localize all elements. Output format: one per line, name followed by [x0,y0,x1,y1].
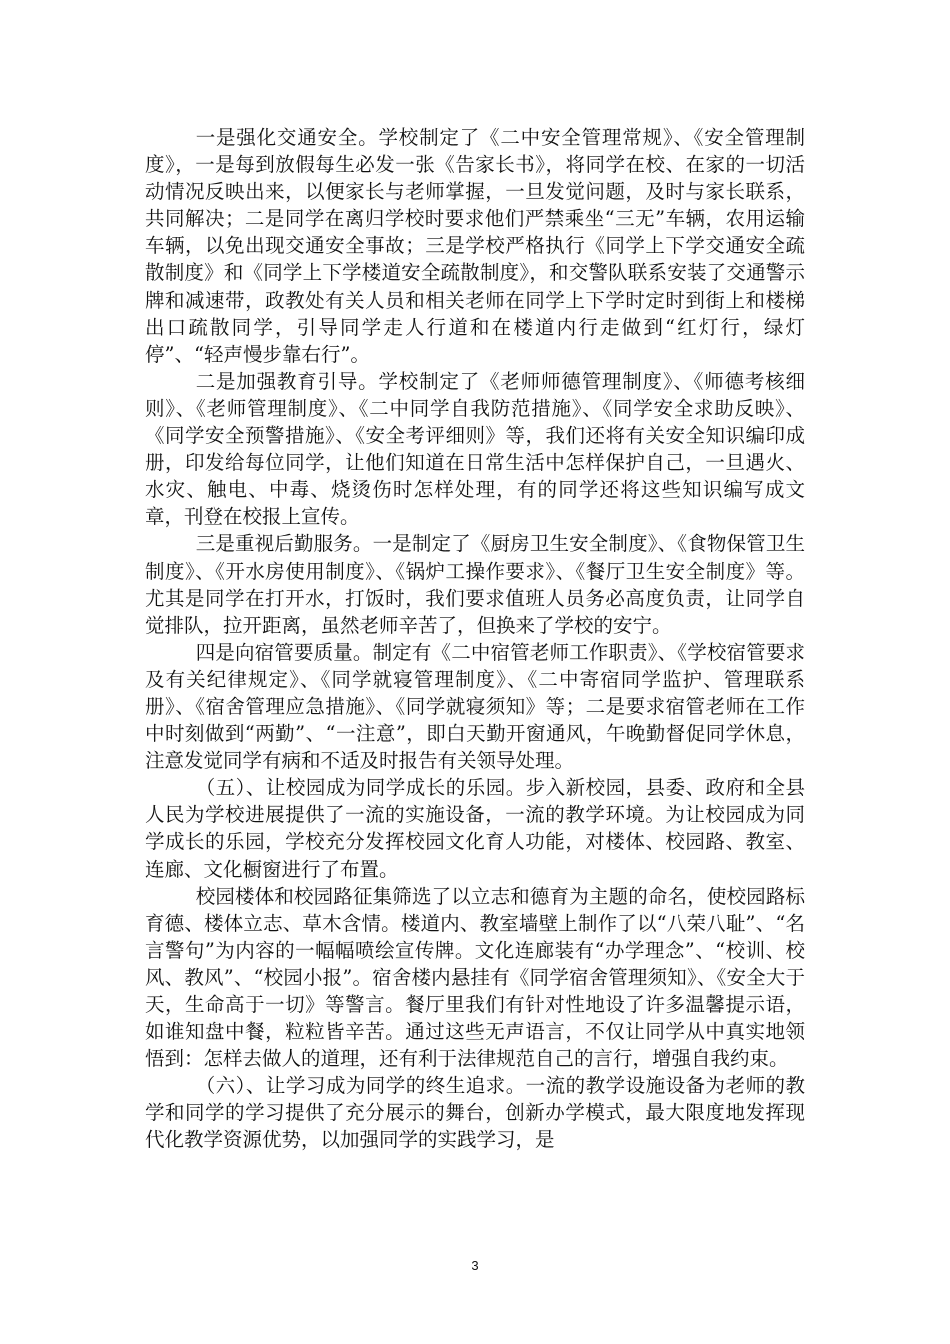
paragraph-campus-culture: 校园楼体和校园路征集筛选了以立志和德育为主题的命名，使校园路标育德、楼体立志、草木含情。楼道内、教室墙壁上制作了以“八荣八耻”、“名言警句”为内容的一幅幅喷绘宣传牌。文化连廊装有“办学理念”、“校训、校风、教风”、“校园小报”。宿舍楼内悬挂有《同学宿舍管理须知》、《安全大于天，生命高于一切》等警言。餐厅里我们有针对性地设了许多温馨提示语，如谁知盘中餐，粒粒皆辛苦。通过这些无声语言，不仅让同学从中真实地领悟到：怎样去做人的道理，还有利于法律规范自己的言行，增强自我约束。 [145,884,805,1071]
page-number: 3 [471,1258,479,1273]
paragraph-education-guidance: 二是加强教育引导。学校制定了《老师师德管理制度》、《师德考核细则》、《老师管理制度》、《二中同学自我防范措施》、《同学安全求助反映》、《同学安全预警措施》、《安全考评细则》等，我们还将有关安全知识编印成册，印发给每位同学，让他们知道在日常生活中怎样保护自己，一旦遇火、水灾、触电、中毒、烧烫伤时怎样处理，有的同学还将这些知识编写成文章，刊登在校报上宣传。 [145,369,805,529]
paragraph-dormitory-management: 四是向宿管要质量。制定有《二中宿管老师工作职责》、《学校宿管要求及有关纪律规定》、《同学就寝管理制度》、《二中寄宿同学监护、管理联系册》、《宿舍管理应急措施》、《同学就寝须知》等；二是要求宿管老师在工作中时刻做到“两勤”、“一注意”，即白天勤开窗通风，午晚勤督促同学休息，注意发觉同学有病和不适及时报告有关领导处理。 [145,640,805,773]
paragraph-lifelong-learning: （六）、让学习成为同学的终生追求。一流的教学设施设备为老师的教学和同学的学习提供了充分展示的舞台，创新办学模式，最大限度地发挥现代化教学资源优势，以加强同学的实践学习，是 [145,1074,805,1152]
paragraph-logistics-service: 三是重视后勤服务。一是制定了《厨房卫生安全制度》、《食物保管卫生制度》、《开水房使用制度》、《锅炉工操作要求》、《餐厅卫生安全制度》等。尤其是同学在打开水，打饭时，我们要求值班人员务必高度负责，让同学自觉排队，拉开距离，虽然老师辛苦了，但换来了学校的安宁。 [145,532,805,637]
paragraph-traffic-safety: 一是强化交通安全。学校制定了《二中安全管理常规》、《安全管理制度》，一是每到放假每生必发一张《告家长书》，将同学在校、在家的一切活动情况反映出来，以便家长与老师掌握，一旦发觉问题，及时与家长联系，共同解决；二是同学在离归学校时要求他们严禁乘坐“三无”车辆，农用运输车辆，以免出现交通安全事故；三是学校严格执行《同学上下学交通安全疏散制度》和《同学上下学楼道安全疏散制度》，和交警队联系安装了交通警示牌和减速带，政教处有关人员和相关老师在同学上下学时定时到街上和楼梯出口疏散同学，引导同学走人行道和在楼道内行走做到“红灯行，绿灯停”、“轻声慢步靠右行”。 [145,126,805,366]
paragraph-campus-paradise: （五）、让校园成为同学成长的乐园。步入新校园，县委、政府和全县人民为学校进展提供了一流的实施设备，一流的教学环境。为让校园成为同学成长的乐园，学校充分发挥校园文化育人功能，对楼体、校园路、教室、连廊、文化橱窗进行了布置。 [145,776,805,881]
document-body [145,124,805,1154]
